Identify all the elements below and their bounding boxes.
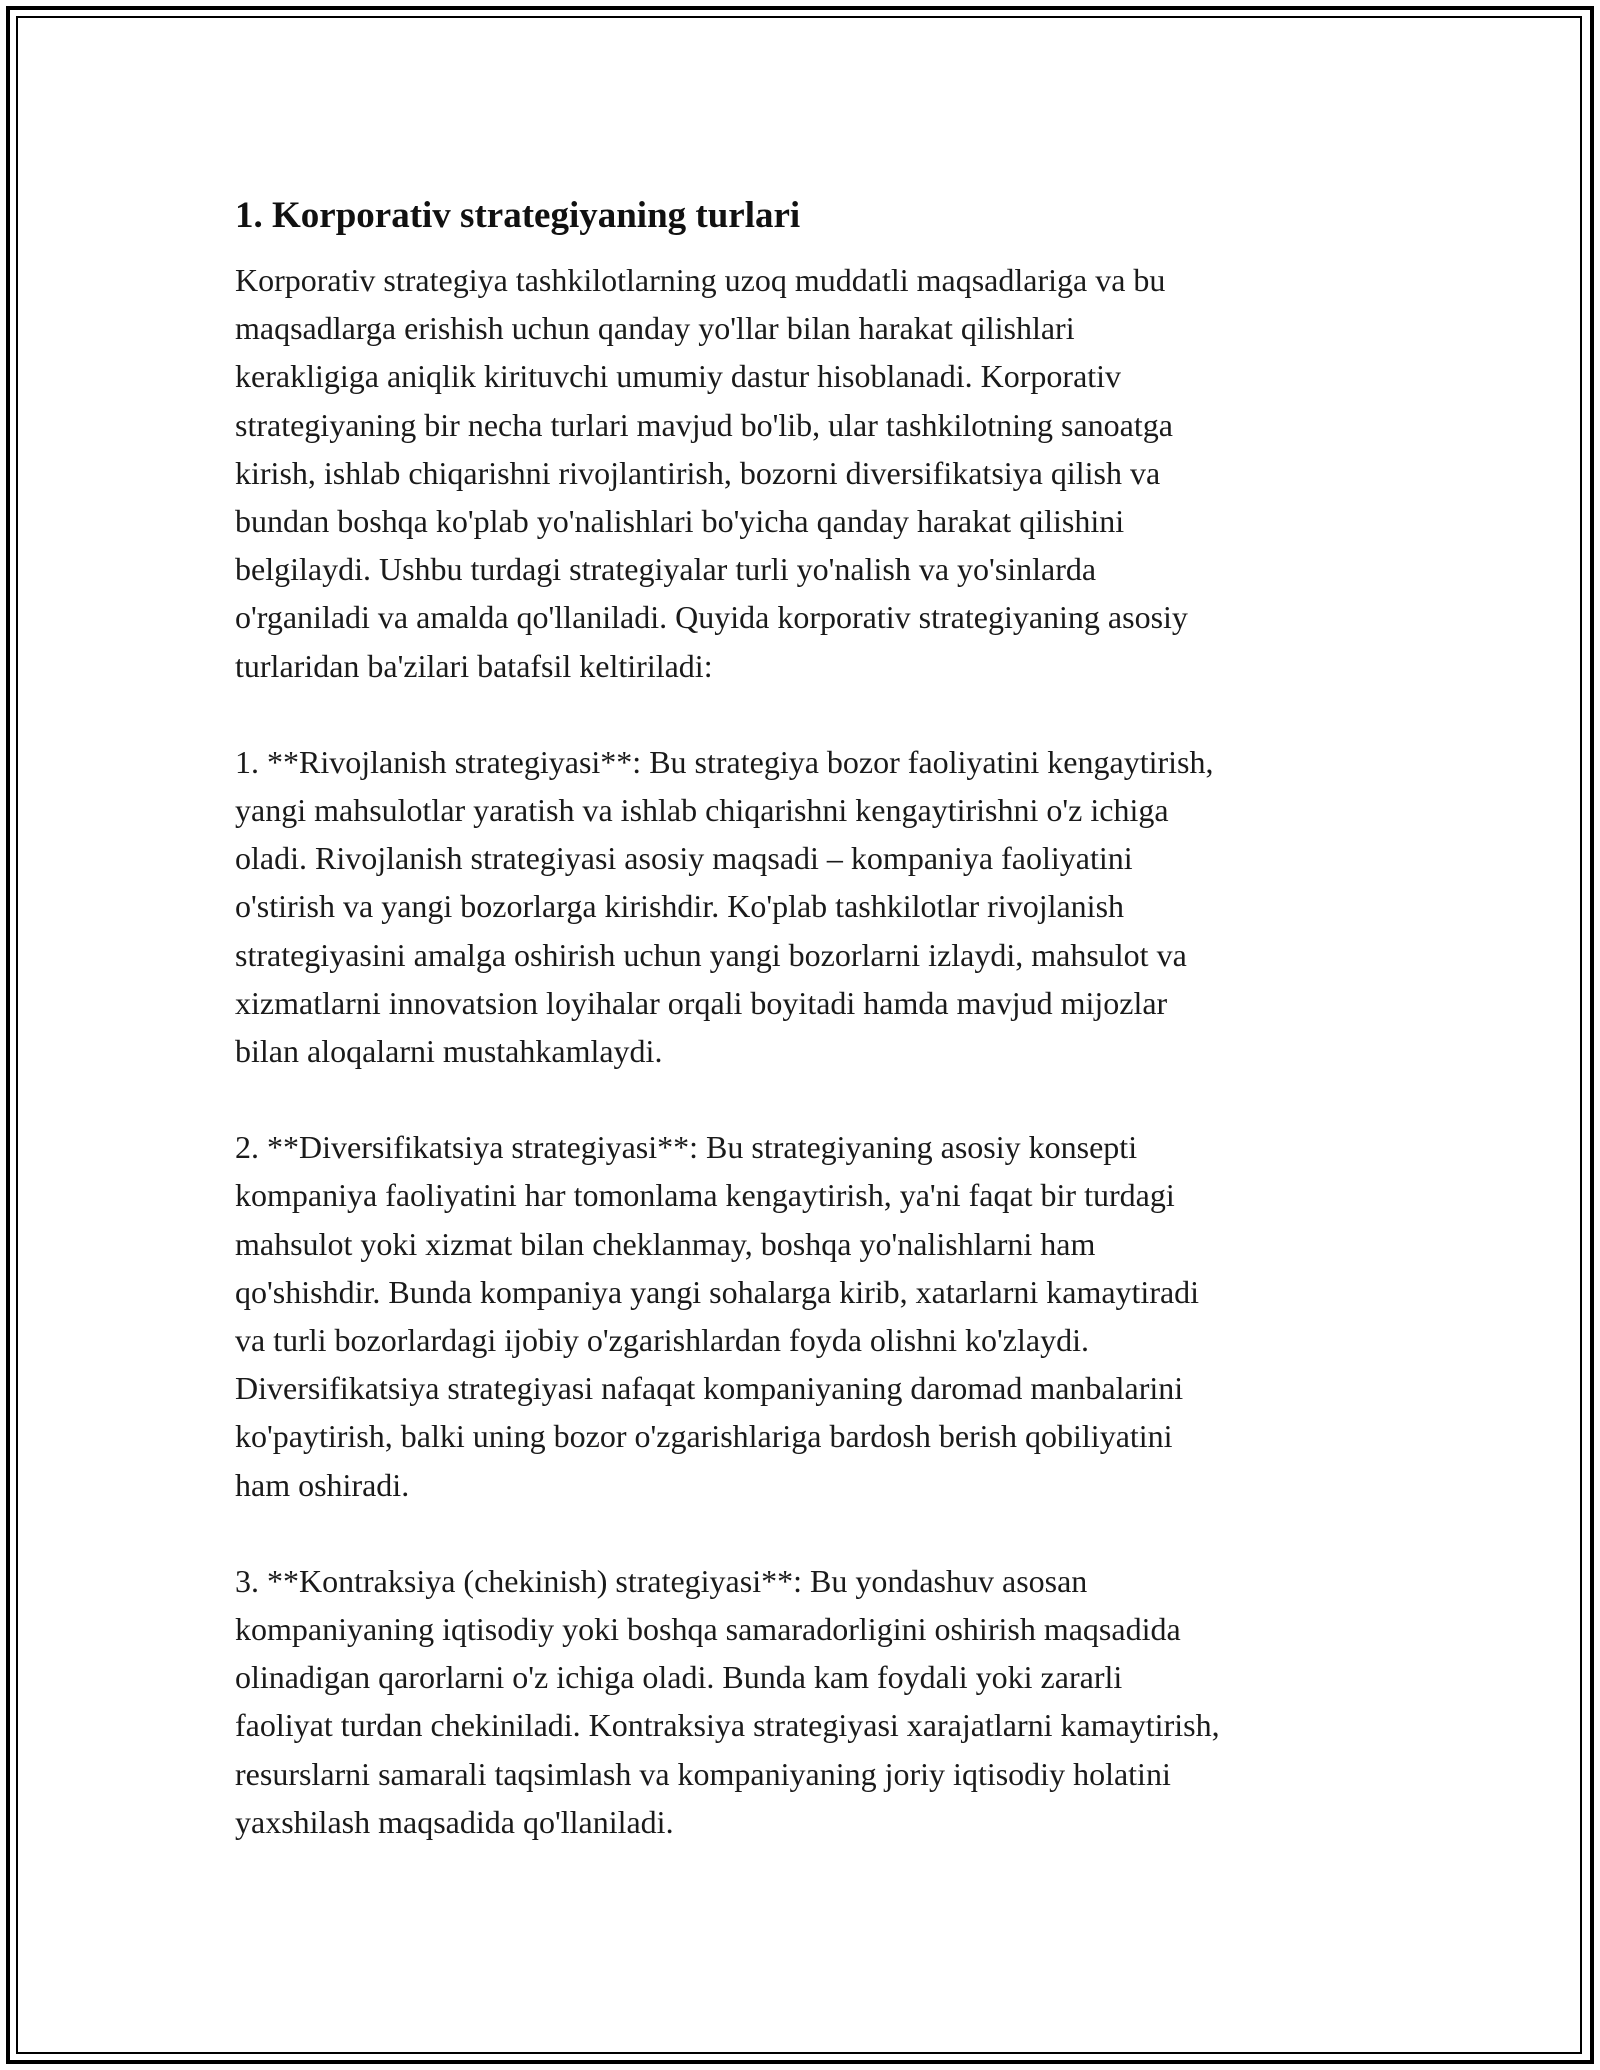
list-item-kontraksiya: 3. **Kontraksiya (chekinish) strategiyasi**: Bu yondashuv asosan kompaniyaning iqtisodiy yoki boshqa samaradorligini oshirish maqsadida olinadigan qarorlarni o'z ichiga oladi. Bunda kam foydali yoki zararli faoliyat turdan chekiniladi. Kontraksiya strategiyasi xarajatlarni kamaytirish, resurslarni samarali taqsimlash va kompaniyaning joriy iqtisodiy holatini yaxshilash maqsadida qo'llaniladi. bbox=[235, 1562, 1220, 1840]
list-item-diversifikatsiya: 2. **Diversifikatsiya strategiyasi**: Bu strategiyaning asosiy konsepti kompaniya faoliyatini har tomonlama kengaytirish, ya'ni faqat bir turdagi mahsulot yoki xizmat bilan cheklanmay, boshqa yo'nalishlarni ham qo'shishdir. Bunda kompaniya yangi sohalarga kirib, xatarlarni kamaytiradi va turli bozorlardagi ijobiy o'zgarishlardan foyda olishni ko'zlaydi. Diversifikatsiya strategiyasi nafaqat kompaniyaning daromad manbalarini ko'paytirish, balki uning bozor o'zgarishlariga bardosh berish qobiliyatini ham oshiradi. bbox=[235, 1129, 1200, 1503]
list-item-rivojlanish: 1. **Rivojlanish strategiyasi**: Bu strategiya bozor faoliyatini kengaytirish, yangi mahsulotlar yaratish va ishlab chiqarishni kengaytirishni o'z ichiga oladi. Rivojlanish strategiyasi asosiy maqsadi – kompaniya faoliyatini o'stirish va yangi bozorlarga kirishdir. Ko'plab tashkilotlar rivojlanish strategiyasini amalga oshirish uchun yangi bozorlarni izlaydi, mahsulot va xizmatlarni innovatsion loyihalar orqali boyitadi hamda mavjud mijozlar bilan aloqalarni mustahkamlaydi. bbox=[235, 743, 1214, 1070]
document-body bbox=[235, 188, 1395, 1846]
section-heading: 1. Korporativ strategiyaning turlari bbox=[235, 195, 801, 236]
intro-paragraph: Korporativ strategiya tashkilotlarning uzoq muddatli maqsadlariga va bu maqsadlarga erishish uchun qanday yo'llar bilan harakat qilishlari kerakligiga aniqlik kirituvchi umumiy dastur hisoblanadi. Korporativ strategiyaning bir necha turlari mavjud bo'lib, ular tashkilotning sanoatga kirish, ishlab chiqarishni rivojlantirish, bozorni diversifikatsiya qilish va bundan boshqa ko'plab yo'nalishlari bo'yicha qanday harakat qilishini belgilaydi. Ushbu turdagi strategiyalar turli yo'nalish va yo'sinlarda o'rganiladi va amalda qo'llaniladi. Quyida korporativ strategiyaning asosiy turlaridan ba'zilari batafsil keltiriladi: bbox=[235, 262, 1188, 684]
